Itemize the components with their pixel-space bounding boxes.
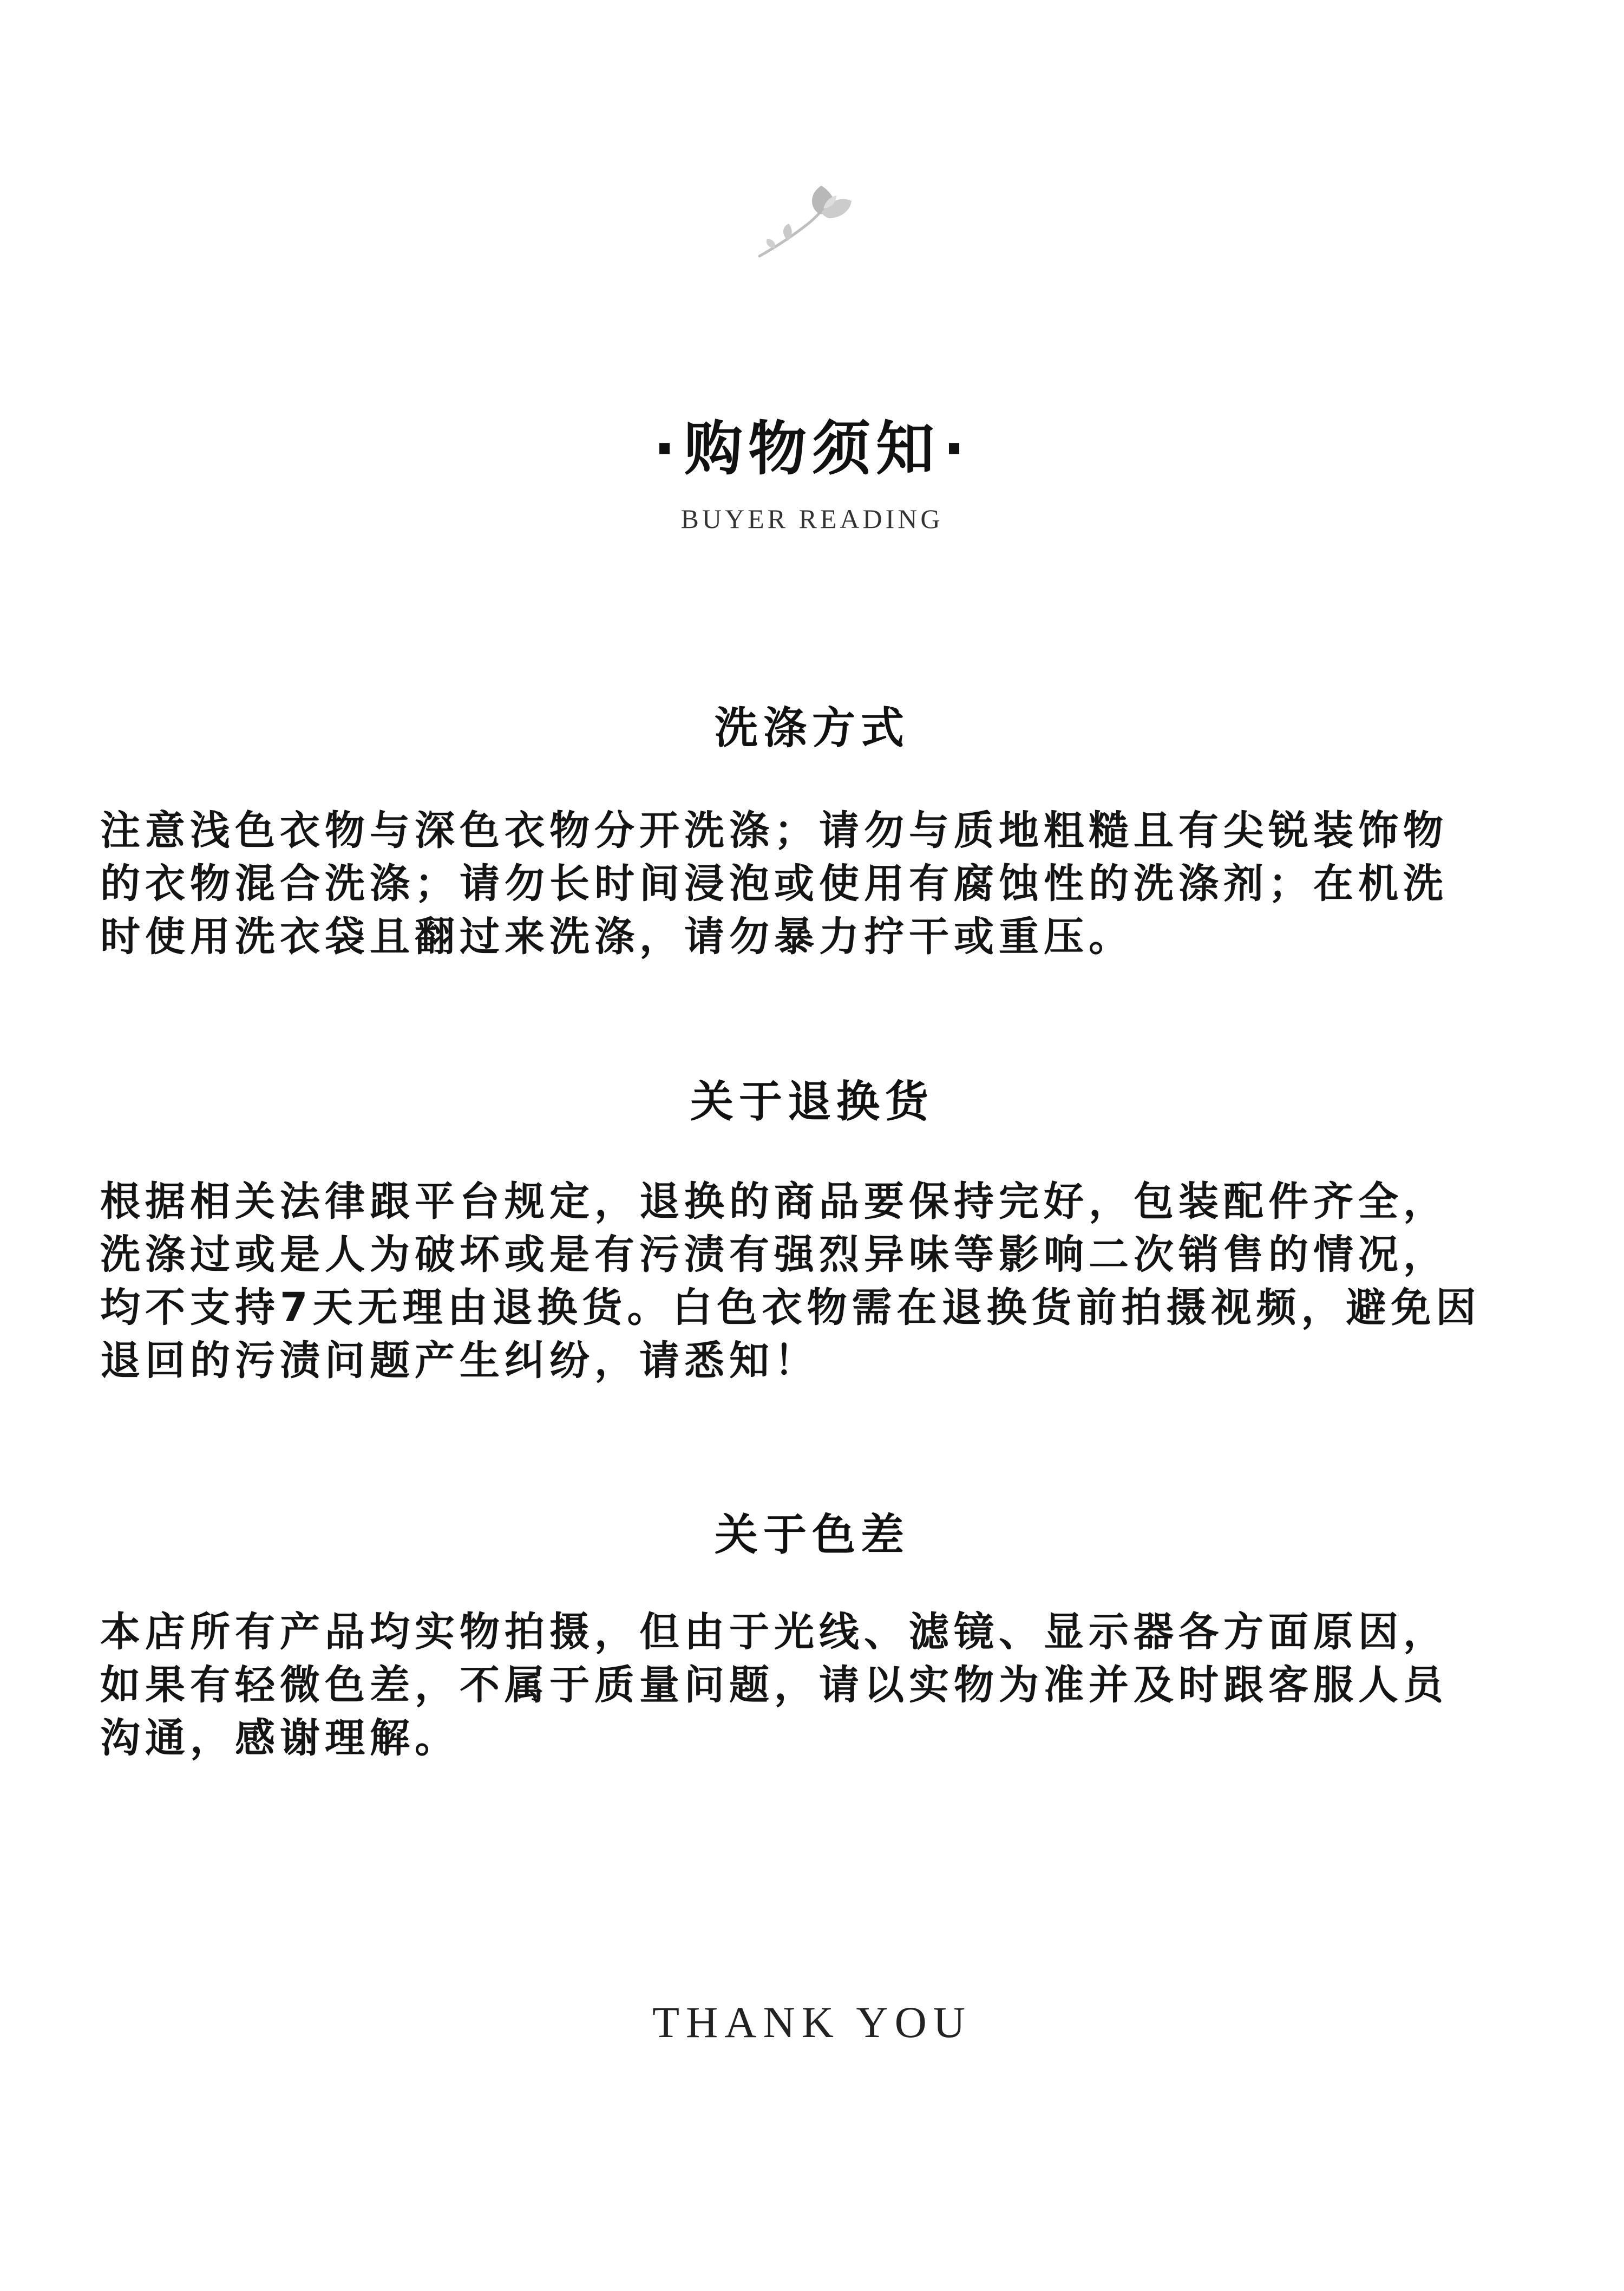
paragraph-line: 的衣物混合洗涤；请勿长时间浸泡或使用有腐蚀性的洗涤剂；在机洗 xyxy=(100,860,1448,907)
section-body-returns xyxy=(100,1175,1562,1387)
paragraph-line: 根据相关法律跟平台规定，退换的商品要保持完好，包装配件齐全， xyxy=(100,1178,1448,1225)
page-title xyxy=(0,412,1624,487)
paragraph-line: 注意浅色衣物与深色衣物分开洗涤；请勿与质地粗糙且有尖锐装饰物 xyxy=(100,807,1448,854)
paragraph-line: 退回的污渍问题产生纠纷，请悉知！ xyxy=(100,1337,819,1384)
title-dot-right: · xyxy=(943,415,971,483)
paragraph-line: 如果有轻微色差，不属于质量问题，请以实物为准并及时跟客服人员 xyxy=(100,1662,1448,1708)
paragraph-line: 均不支持7天无理由退换货。白色衣物需在退换货前拍摄视频，避免因 xyxy=(100,1284,1481,1331)
page-subtitle: BUYER READING xyxy=(680,504,944,534)
paragraph-line: 本店所有产品均实物拍摄，但由于光线、滤镜、显示器各方面原因， xyxy=(100,1609,1448,1655)
title-dot-left: · xyxy=(653,415,681,483)
paragraph-line: 洗涤过或是人为破坏或是有污渍有强烈异味等影响二次销售的情况， xyxy=(100,1231,1448,1278)
section-body-color-difference xyxy=(100,1605,1562,1765)
thank-you-footer: THANK YOU xyxy=(652,1998,972,2047)
section-title-color-difference: 关于色差 xyxy=(715,1510,909,1560)
page-title-text: 购物须知 xyxy=(684,415,940,483)
section-title-washing: 洗涤方式 xyxy=(715,703,909,753)
paragraph-line: 时使用洗衣袋且翻过来洗涤，请勿暴力拧干或重压。 xyxy=(100,913,1134,960)
section-title-returns: 关于退换货 xyxy=(690,1076,934,1127)
section-body-washing xyxy=(100,804,1562,963)
rose-icon xyxy=(755,181,874,263)
paragraph-line: 沟通，感谢理解。 xyxy=(100,1715,460,1761)
